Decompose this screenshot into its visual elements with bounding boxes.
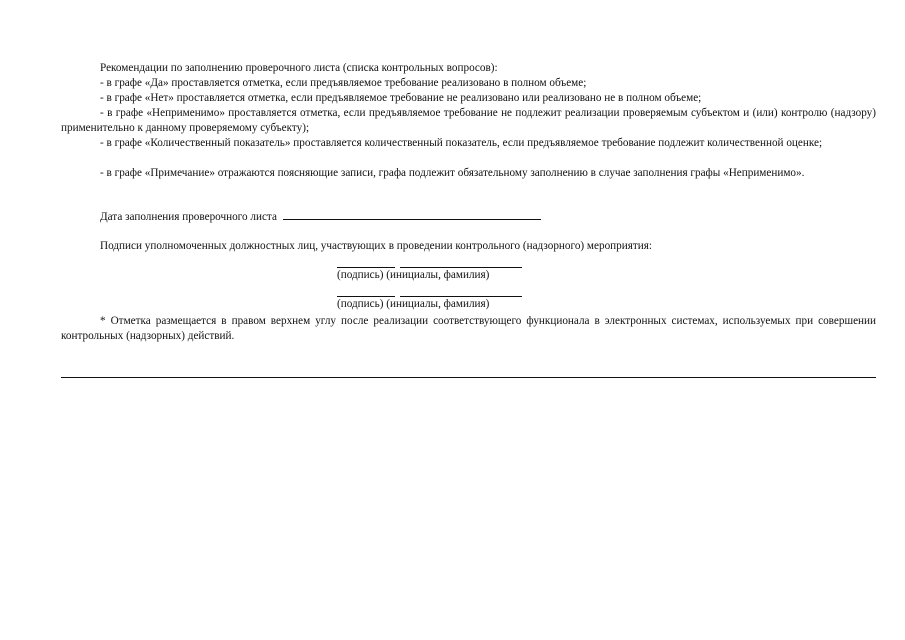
recommendation-item-no: - в графе «Нет» проставляется отметка, если предъявляемое требование не реализовано или реализовано не в полном объеме; <box>100 92 702 104</box>
recommendation-item-yes: - в графе «Да» проставляется отметка, если предъявляемое требование реализовано в полном объеме; <box>100 77 587 89</box>
recommendation-item-quantity: - в графе «Количественный показатель» проставляется количественный показатель, если предъявляемое требование подлежит количественной оценке; <box>100 137 823 149</box>
recommendation-item-not-applicable: - в графе «Неприменимо» проставляется отметка, если предъявляемое требование не подлежит реализации проверяемым субъектом и (или) контролю (надзору) применительно к данному проверяемому субъекту); <box>61 107 876 134</box>
signatures-intro: Подписи уполномоченных должностных лиц, участвующих в проведении контрольного (надзорного) мероприятия: <box>100 240 653 252</box>
fill-date-row <box>61 208 876 225</box>
page-divider <box>61 377 876 378</box>
fill-date-label: Дата заполнения проверочного листа <box>100 211 277 223</box>
recommendation-item-note: - в графе «Примечание» отражаются поясняющие записи, графа подлежит обязательному заполнению в случае заполнения графы «Неприменимо». <box>100 167 805 179</box>
recommendations-heading: Рекомендации по заполнению проверочного листа (списка контрольных вопросов): <box>100 62 498 74</box>
footnote: * Отметка размещается в правом верхнем углу после реализации соответствующего функционала в электронных системах, используемых при совершении контрольных (надзорных) действий. <box>61 315 876 342</box>
signature-caption-1: (подпись) (инициалы, фамилия) <box>337 269 490 281</box>
signature-caption-2: (подпись) (инициалы, фамилия) <box>337 298 490 310</box>
fill-date-blank-line[interactable] <box>283 208 541 220</box>
